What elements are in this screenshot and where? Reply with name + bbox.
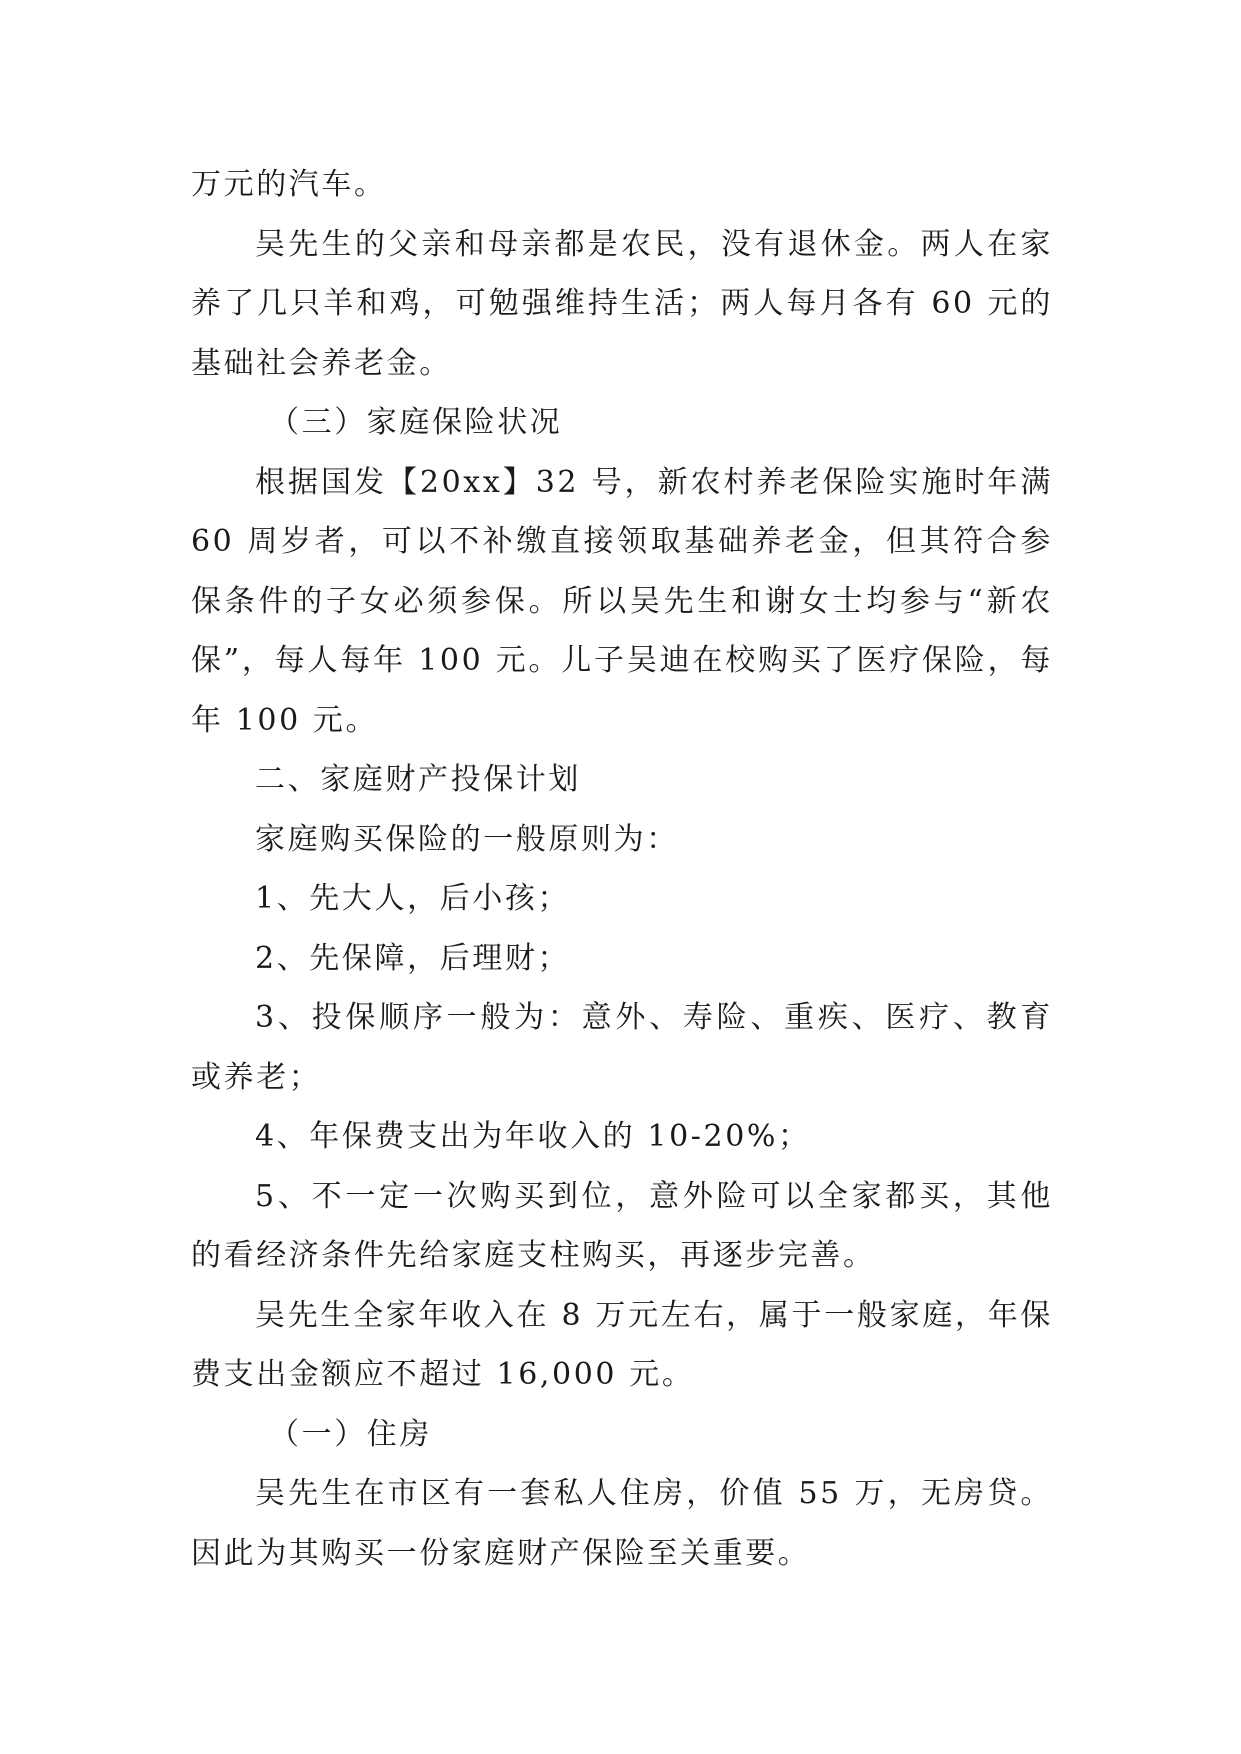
paragraph-parents-income: 吴先生的父亲和母亲都是农民，没有退休金。两人在家养了几只羊和鸡，可勉强维持生活；两人每月各有 60 元的基础社会养老金。	[191, 226, 1053, 381]
section-heading-housing: （一）住房	[269, 1416, 432, 1452]
paragraph-car-continuation: 万元的汽车。	[191, 167, 387, 202]
list-item-principle-3: 3、投保顺序一般为：意外、寿险、重疾、医疗、教育或养老；	[191, 1000, 1053, 1095]
paragraph-housing-details: 吴先生在市区有一套私人住房，价值 55 万，无房贷。因此为其购买一份家庭财产保险至关重要。	[191, 1476, 1053, 1571]
paragraph-rural-pension-policy: 根据国发【20xx】32 号，新农村养老保险实施时年满 60 周岁者，可以不补缴直接领取基础养老金，但其符合参保条件的子女必须参保。所以吴先生和谢女士均参与“新农保”，每人每年 100 元。儿子吴迪在校购买了医疗保险，每年 100 元。	[191, 464, 1053, 738]
section-heading-family-insurance: （三）家庭保险状况	[269, 405, 563, 440]
list-item-principle-4: 4、年保费支出为年收入的 10-20%；	[255, 1119, 811, 1154]
list-item-principle-2: 2、先保障，后理财；	[255, 940, 571, 976]
section-heading-insurance-plan: 二、家庭财产投保计划	[255, 762, 581, 797]
paragraph-premium-budget: 吴先生全家年收入在 8 万元左右，属于一般家庭，年保费支出金额应不超过 16,000 元。	[191, 1297, 1053, 1392]
paragraph-general-principles: 家庭购买保险的一般原则为：	[255, 821, 679, 857]
list-item-principle-1: 1、先大人，后小孩；	[255, 881, 571, 916]
document-body	[191, 155, 1053, 1583]
list-item-principle-5: 5、不一定一次购买到位，意外险可以全家都买，其他的看经济条件先给家庭支柱购买，再逐步完善。	[191, 1178, 1053, 1273]
